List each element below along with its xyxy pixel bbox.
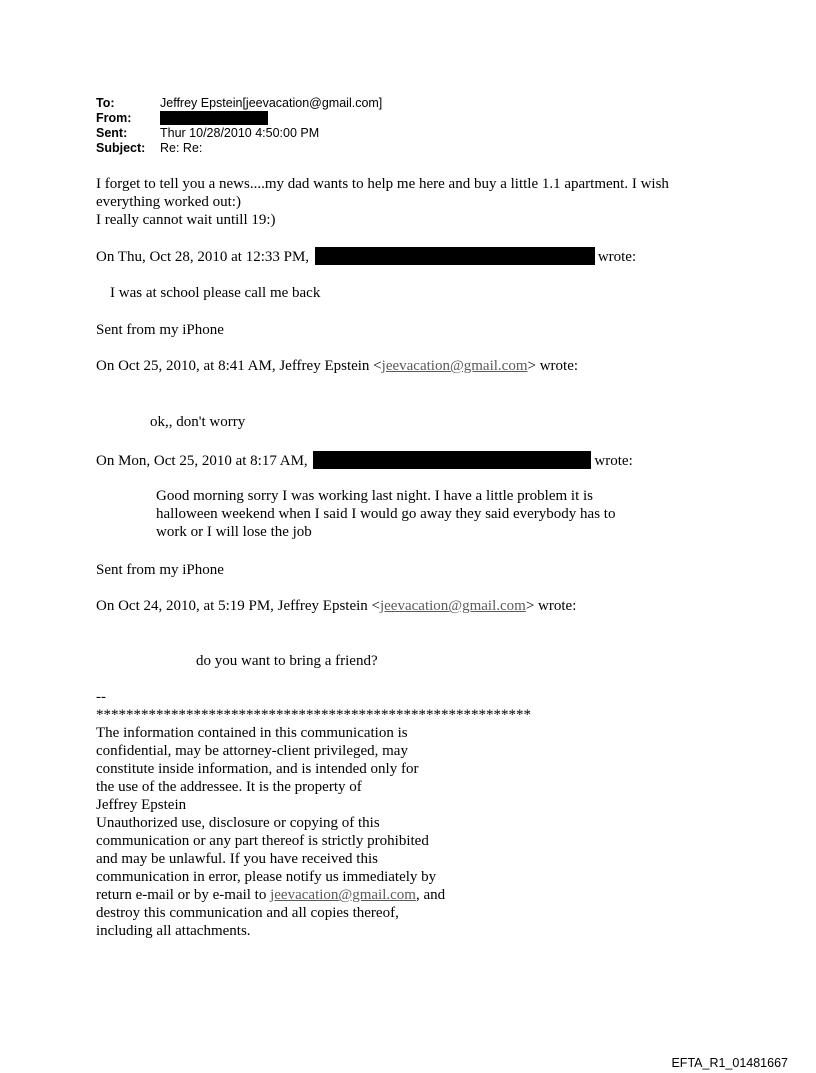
morning-line-3: work or I will lose the job	[156, 524, 312, 540]
quote-header-2	[96, 357, 578, 375]
from-redaction	[160, 111, 268, 125]
morning-line-1: Good morning sorry I was working last night. I have a little problem it is	[156, 488, 594, 504]
disclaimer-line: communication in error, please notify us immediately by	[96, 869, 437, 885]
to-value: Jeffrey Epstein[jeevacation@gmail.com]	[160, 96, 383, 110]
disclaimer-line: communication or any part thereof is strictly prohibited	[96, 833, 429, 849]
disclaimer-line: constitute inside information, and is intended only for	[96, 761, 419, 777]
quote2-prefix: On Oct 25, 2010, at 8:41 AM, Jeffrey Epstein <	[96, 358, 382, 374]
disclaimer-line: destroy this communication and all copies thereof,	[96, 905, 399, 921]
to-label: To:	[96, 96, 115, 110]
disclaimer-line: confidential, may be attorney-client privileged, may	[96, 743, 408, 759]
disclaimer-line: and may be unlawful. If you have received this	[96, 851, 378, 867]
disclaimer-line: the use of the addressee. It is the property of	[96, 779, 362, 795]
quote4-suffix: > wrote:	[525, 598, 577, 614]
quote1-prefix: On Thu, Oct 28, 2010 at 12:33 PM,	[96, 249, 310, 265]
disclaimer-email-link[interactable]: jeevacation@gmail.com	[270, 887, 416, 903]
return-prefix: return e-mail or by e-mail to	[96, 887, 271, 903]
quote1-suffix: wrote:	[597, 249, 637, 265]
quote-header-1	[96, 247, 636, 266]
quote4-email-link[interactable]: jeevacation@gmail.com	[379, 598, 526, 614]
sent-iphone-1: Sent from my iPhone	[96, 322, 224, 338]
quote2-email-link[interactable]: jeevacation@gmail.com	[381, 358, 528, 374]
quote-header-4	[96, 597, 576, 615]
signature-stars: **********************************************************	[96, 707, 531, 723]
quote3-suffix: wrote:	[594, 453, 633, 469]
quote3-redaction	[313, 451, 591, 469]
disclaimer-line: Jeffrey Epstein	[96, 797, 187, 813]
email-header	[96, 96, 382, 156]
quote-header-3	[96, 451, 633, 470]
school-line: I was at school please call me back	[110, 285, 321, 301]
message-line-1: I forget to tell you a news....my dad wants to help me here and buy a little 1.1 apartment. I wish	[96, 176, 669, 192]
sent-value: Thur 10/28/2010 4:50:00 PM	[160, 126, 320, 140]
message-line-3: I really cannot wait untill 19:)	[96, 212, 276, 228]
return-suffix: , and	[415, 887, 446, 903]
subject-value: Re: Re:	[160, 141, 203, 155]
document-id: EFTA_R1_01481667	[671, 1056, 788, 1070]
disclaimer-line: including all attachments.	[96, 923, 251, 939]
quote4-prefix: On Oct 24, 2010, at 5:19 PM, Jeffrey Epstein <	[96, 598, 380, 614]
disclaimer-return-line	[96, 886, 445, 904]
signature-dashes: --	[96, 689, 106, 705]
disclaimer-block	[96, 724, 445, 940]
sent-label: Sent:	[96, 126, 128, 140]
quote3-prefix: On Mon, Oct 25, 2010 at 8:17 AM,	[96, 453, 308, 469]
morning-paragraph	[156, 487, 615, 541]
disclaimer-line: The information contained in this communication is	[96, 725, 408, 741]
disclaimer-line: Unauthorized use, disclosure or copying of this	[96, 815, 380, 831]
subject-label: Subject:	[96, 141, 146, 155]
quote1-redaction	[315, 247, 595, 265]
from-label: From:	[96, 111, 132, 125]
morning-line-2: halloween weekend when I said I would go away they said everybody has to	[156, 506, 616, 522]
friend-line: do you want to bring a friend?	[196, 653, 378, 669]
message-paragraph	[96, 175, 669, 229]
sent-iphone-2: Sent from my iPhone	[96, 562, 224, 578]
ok-line: ok,, don't worry	[150, 414, 246, 430]
message-line-2: everything worked out:)	[96, 194, 241, 210]
quote2-suffix: > wrote:	[527, 358, 579, 374]
